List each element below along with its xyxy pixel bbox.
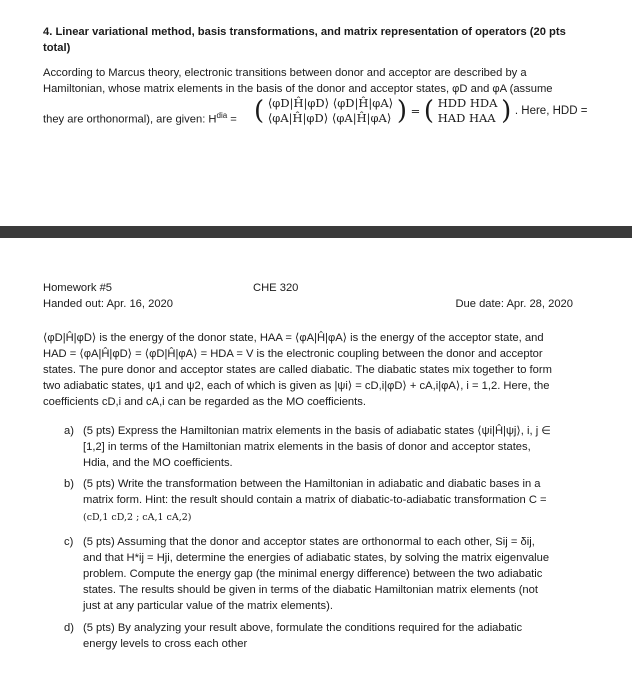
- question-b-line-3: (cD,1 cD,2 ; cA,1 cA,2): [83, 512, 192, 523]
- page-bottom: [0, 238, 632, 673]
- question-c-line-2: and that H*ij = Hji, determine the energies of adiabatic states, by solving the matrix eigenvalue: [83, 552, 550, 564]
- question-a-line-3: Hdia, and the MO coefficients.: [83, 457, 233, 469]
- intro-line-2: Hamiltonian, whose matrix elements in the basis of the donor and acceptor states, φD and φA (assume: [43, 83, 553, 95]
- question-a-label: a): [64, 425, 74, 437]
- body-line-1: ⟨φD|Ĥ|φD⟩ is the energy of the donor state, HAA = ⟨φA|Ĥ|φA⟩ is the energy of the acceptor state, and: [43, 332, 544, 344]
- body-line-2: HAD = ⟨φA|Ĥ|φD⟩ = ⟨φD|Ĥ|φA⟩ = HDA = V is the electronic coupling between the donor and acceptor: [43, 348, 543, 360]
- body-line-4: two adiabatic states, ψ1 and ψ2, each of which is given as |ψi⟩ = cD,i|φD⟩ + cA,i|φA⟩, i = 1,2. Here, the: [43, 380, 550, 392]
- intro-line-3: [43, 108, 237, 128]
- matrix-right-row-2: HAD HAA: [437, 111, 496, 125]
- matrix-left-row-1: ⟨φD|Ĥ|φD⟩ ⟨φD|Ĥ|φA⟩: [267, 96, 394, 110]
- due-date: Due date: Apr. 28, 2020: [455, 298, 573, 310]
- course-label: CHE 320: [253, 282, 299, 294]
- intro-line-3-start: they are orthonormal), are given: H: [43, 113, 217, 126]
- problem-title-line1: 4. Linear variational method, basis transformations, and matrix representation of operators (20 pts: [43, 26, 566, 38]
- question-c-line-4: states. The results should be given in terms of the diabatic Hamiltonian matrix elements (not: [83, 584, 538, 596]
- intro-line-1: According to Marcus theory, electronic transitions between donor and acceptor are described by a: [43, 67, 527, 79]
- matrix-element-form: [268, 96, 393, 126]
- question-a-line-1: (5 pts) Express the Hamiltonian matrix elements in the basis of adiabatic states ⟨ψi|Ĥ|ψj⟩, i, j ∈: [83, 425, 552, 437]
- question-b-line-2: matrix form. Hint: the result should contain a matrix of diabatic-to-adiabatic transformation C =: [83, 494, 547, 506]
- matrix-left-row-2: ⟨φA|Ĥ|φD⟩ ⟨φA|Ĥ|φA⟩: [267, 111, 392, 125]
- intro-line-3-end: . Here, HDD =: [514, 105, 588, 117]
- question-d-label: d): [64, 622, 74, 634]
- question-c-line-3: problem. Compute the energy gap (the minimal energy difference) between the two adiabatic: [83, 568, 543, 580]
- intro-line-3-sup: dia: [216, 111, 228, 120]
- problem-title-line2: total): [43, 42, 71, 54]
- body-line-3: states. The pure donor and acceptor states are called diabatic. The diabatic states mix together to form: [43, 364, 552, 376]
- question-c-line-1: (5 pts) Assuming that the donor and acceptor states are orthonormal to each other, Sij = δij,: [83, 536, 535, 548]
- question-b-line-1: (5 pts) Write the transformation between the Hamiltonian in adiabatic and diabatic bases in a: [83, 478, 541, 490]
- page-divider: [0, 226, 632, 238]
- question-c-line-5: just at any particular value of the matrix elements).: [83, 600, 333, 612]
- hamiltonian-matrix-equation: ( ⟨φD|Ĥ|φD⟩ ⟨φD|Ĥ|φA⟩ ⟨φA|Ĥ|φD⟩ ⟨φA|Ĥ|φA⟩ ) = ( HDD HDA HAD HAA ) . Here, HDD =: [254, 96, 588, 126]
- matrix-symbol-form: [438, 96, 498, 126]
- matrix-right-row-1: HDD HDA: [437, 96, 498, 110]
- homework-label: Homework #5: [43, 282, 113, 294]
- question-b-label: b): [64, 478, 74, 490]
- question-c-label: c): [64, 536, 74, 548]
- body-line-5: coefficients cD,i and cA,i can be regarded as the MO coefficients.: [43, 396, 366, 408]
- question-d-line-1: (5 pts) By analyzing your result above, formulate the conditions required for the adiabatic: [83, 622, 523, 634]
- intro-line-3-eq: =: [227, 113, 237, 126]
- handed-out-date: Handed out: Apr. 16, 2020: [43, 298, 174, 310]
- question-a-line-2: [1,2] in terms of the Hamiltonian matrix elements in the basis of donor and acceptor states,: [83, 441, 531, 453]
- question-d-line-2: energy levels to cross each other: [83, 638, 248, 650]
- page-top: [0, 0, 632, 225]
